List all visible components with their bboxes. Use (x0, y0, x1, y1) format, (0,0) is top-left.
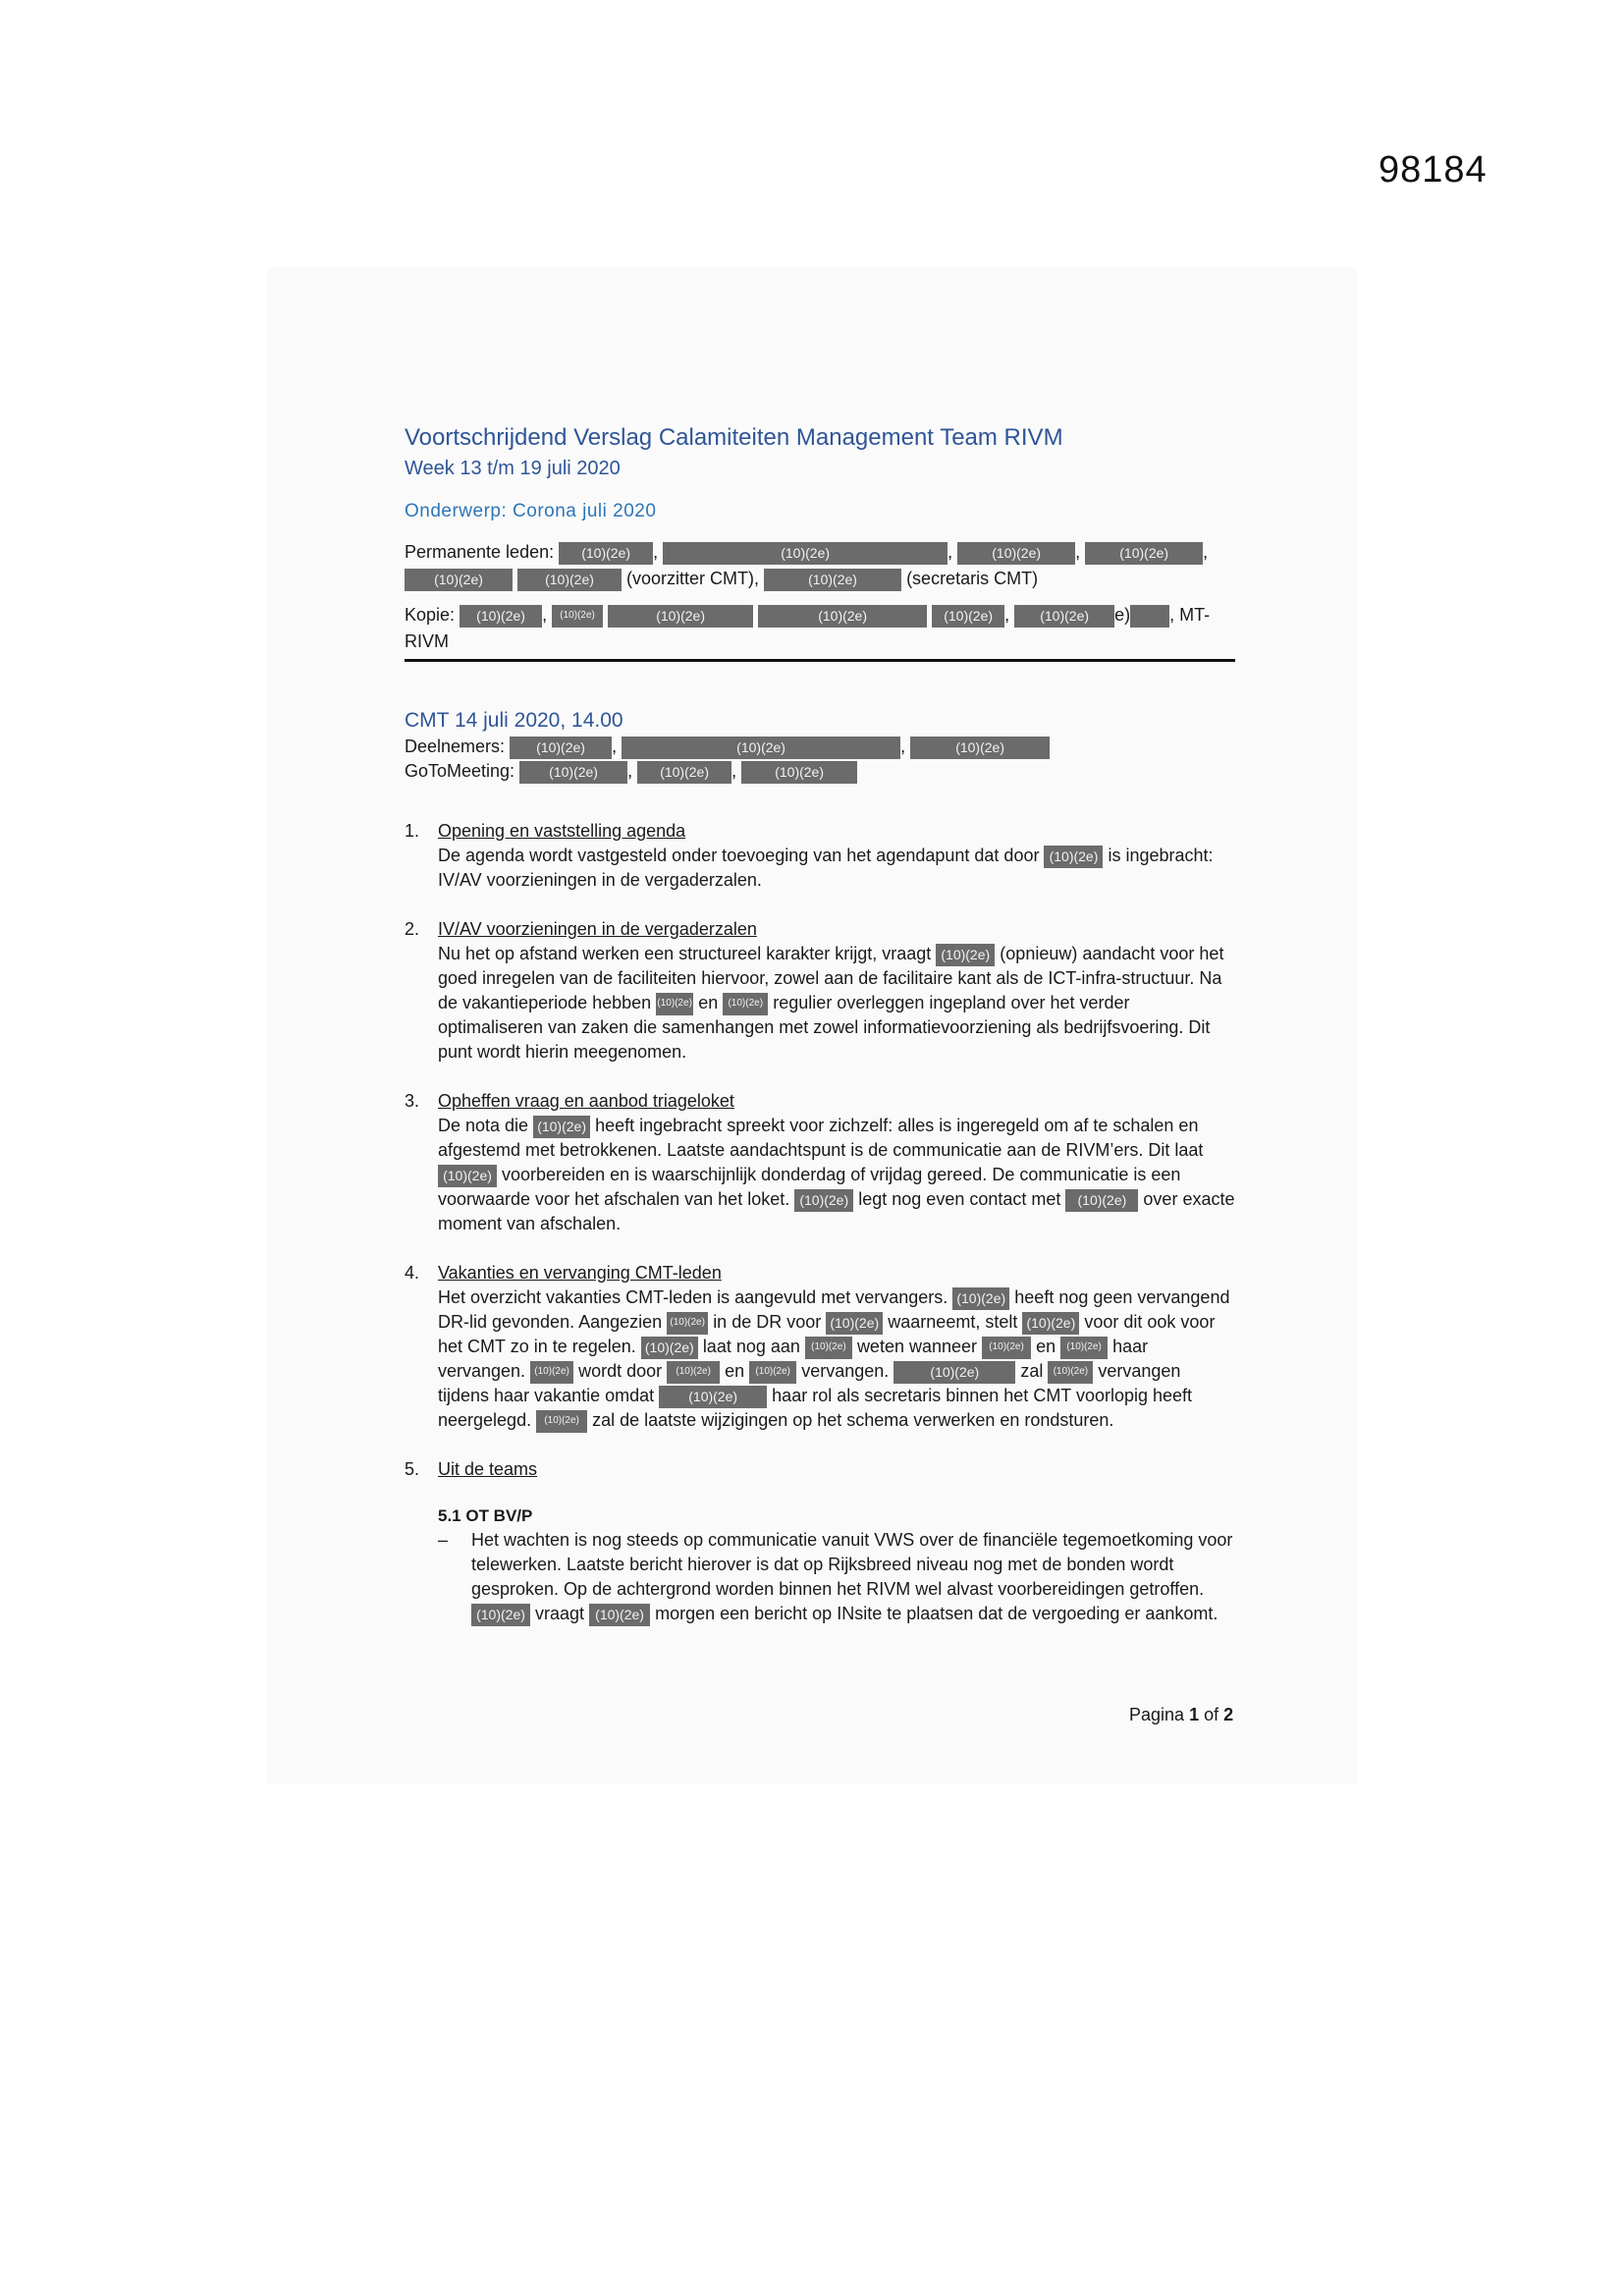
redaction: (10)(2e) (589, 1604, 650, 1626)
redaction: (10)(2e) (1044, 846, 1103, 868)
redaction: (10)(2e) (405, 569, 513, 591)
redaction: (10)(2e) (667, 1312, 708, 1335)
participants-line: Deelnemers: (10)(2e) , (10)(2e) , (10)(2e) (405, 735, 1235, 759)
redaction: (10)(2e) (559, 542, 653, 565)
item-heading: Vakanties en vervanging CMT-leden (438, 1263, 722, 1283)
header-divider (405, 659, 1235, 662)
permanent-members: Permanente leden: (10)(2e) , (10)(2e) , (10)(2e) , (10)(2e) , (10)(2e) (10)(2e) (voorzitter CMT), (10)(2e) (secretaris CMT) (405, 539, 1235, 592)
item-text: regulier overleggen ingepland over het verder optimaliseren van zaken die samenhangen met zowel informatievoorziening als bedrijfsvoering. Dit punt wordt hierin meegenomen. (438, 993, 1211, 1062)
redaction: (10)(2e) (982, 1337, 1031, 1359)
redaction: (10)(2e) (656, 993, 693, 1015)
redaction: (10)(2e) (530, 1361, 573, 1384)
item-text: en (698, 993, 719, 1012)
redaction: (10)(2e) (1048, 1361, 1093, 1384)
copy-label: Kopie: (405, 605, 456, 625)
agenda-item (405, 1089, 1235, 1236)
item-number: 4. (405, 1263, 420, 1283)
redaction: (10)(2e) (1065, 1189, 1138, 1212)
redaction: (10)(2e) (519, 761, 627, 784)
agenda-item (405, 917, 1235, 1065)
redaction: (10)(2e) (758, 605, 927, 628)
item-body (438, 942, 1235, 1065)
redaction: (10)(2e) (552, 605, 603, 628)
item-number: 5. (405, 1459, 420, 1479)
redaction: (10)(2e) (641, 1337, 698, 1359)
bullet-item (438, 1528, 1235, 1626)
item-body (438, 1285, 1235, 1433)
item-text: wordt door (578, 1361, 663, 1381)
copy-recipients: Kopie: (10)(2e) , (10)(2e) (10)(2e) (10)(2e) (10)(2e) , (10)(2e) e) , MT- RIVM (405, 605, 1211, 651)
item-text: De agenda wordt vastgesteld onder toevoeging van het agendapunt dat door (438, 846, 1040, 865)
item-text: zal de laatste wijzigingen op het schema verwerken en rondsturen. (592, 1410, 1114, 1430)
item-body (438, 1114, 1235, 1236)
dash-bullet: – (438, 1530, 449, 1550)
item-heading: Uit de teams (438, 1459, 538, 1479)
item-heading: IV/AV voorzieningen in de vergaderzalen (438, 919, 757, 939)
redaction: (10)(2e) (536, 1410, 587, 1433)
gotomeeting-label: GoToMeeting: (405, 761, 515, 781)
document-topic: Onderwerp: Corona juli 2020 (405, 501, 657, 521)
redaction: (10)(2e) (471, 1604, 530, 1626)
item-text: haar rol als secretaris binnen het CMT voorlopig heeft neergelegd. (438, 1386, 1193, 1430)
redaction: (10)(2e) (910, 737, 1050, 759)
footer-prefix: Pagina (1129, 1705, 1185, 1724)
redaction: (10)(2e) (1085, 542, 1203, 565)
redaction: (10)(2e) (438, 1165, 497, 1187)
redaction: (10)(2e) (637, 761, 731, 784)
footer-total: 2 (1223, 1705, 1234, 1724)
redaction: (10)(2e) (659, 1386, 767, 1408)
gotomeeting-line: GoToMeeting: (10)(2e) , (10)(2e) , (10)(2e) (405, 759, 1235, 784)
item-text: haar vervangen. (438, 1337, 1149, 1381)
secretary-role: (secretaris CMT) (906, 569, 1039, 588)
item-body (438, 844, 1235, 893)
item-heading: Opheffen vraag en aanbod triageloket (438, 1091, 734, 1111)
item-text: en (725, 1361, 745, 1381)
item-text: vervangen tijdens haar vakantie omdat (438, 1361, 1181, 1405)
item-text: Het overzicht vakanties CMT-leden is aangevuld met vervangers. (438, 1287, 948, 1307)
redaction: (10)(2e) (533, 1116, 590, 1138)
item-text: weten wanneer (856, 1337, 978, 1356)
redaction: (10)(2e) (893, 1361, 1015, 1384)
members-label: Permanente leden: (405, 542, 555, 562)
agenda-item (405, 1261, 1235, 1433)
redaction: (10)(2e) (622, 737, 900, 759)
copy-e-fragment: e) (1114, 605, 1131, 625)
footer-of: of (1204, 1705, 1219, 1724)
agenda-items (405, 819, 1235, 1626)
item-text: in de DR voor (713, 1312, 822, 1332)
redaction: (10)(2e) (517, 569, 622, 591)
item-text: heeft nog geen vervangend DR-lid gevonden. Aangezien (438, 1287, 1230, 1332)
redaction: (10)(2e) (805, 1337, 852, 1359)
item-text: en (1036, 1337, 1056, 1356)
redaction: (10)(2e) (667, 1361, 720, 1384)
participants-label: Deelnemers: (405, 737, 506, 756)
chair-role: (voorzitter CMT), (626, 569, 760, 588)
meeting-heading: CMT 14 juli 2020, 14.00 (405, 709, 623, 732)
redaction: (10)(2e) (957, 542, 1075, 565)
redaction: (10)(2e) (936, 944, 995, 966)
item-text: laat nog aan (702, 1337, 800, 1356)
item-text: vervangen. (801, 1361, 890, 1381)
item-text: (opnieuw) aandacht voor het goed inregelen van de faciliteiten hiervoor, zowel aan de facilitaire kant als de ICT-infra-structuur. Na de vakantieperiode hebben (438, 944, 1224, 1012)
redaction: (10)(2e) (460, 605, 542, 628)
item-text: Nu het op afstand werken een structureel karakter krijgt, vraagt (438, 944, 932, 963)
item-number: 2. (405, 919, 420, 939)
item-number: 3. (405, 1091, 420, 1111)
document-subtitle: Week 13 t/m 19 juli 2020 (405, 458, 621, 479)
page-footer (1129, 1705, 1233, 1725)
item-text: morgen een bericht op INsite te plaatsen dat de vergoeding er aankomt. (655, 1604, 1218, 1623)
redaction: (10)(2e) (608, 605, 753, 628)
item-text: over exacte moment van afschalen. (438, 1189, 1235, 1233)
subsection-heading: 5.1 OT BV/P (438, 1506, 533, 1525)
redaction: (10)(2e) (741, 761, 857, 784)
copy-suffix-rivm: RIVM (405, 631, 449, 651)
item-text: Het wachten is nog steeds op communicatie vanuit VWS over de financiële tegemoetkoming voor telewerken. Laatste bericht hierover is dat op Rijksbreed niveau nog met de bonden wordt gesproken. Op de achtergrond worden binnen het RIVM wel alvast voorbereidingen getroffen. (471, 1530, 1233, 1599)
item-text: zal (1020, 1361, 1044, 1381)
item-text: heeft ingebracht spreekt voor zichzelf: alles is ingeregeld om af te schalen en afgestemd met betrokkenen. Laatste aandachtspunt is de communicatie aan de RIVM’ers. Dit laat (438, 1116, 1204, 1160)
redaction: (10)(2e) (794, 1189, 853, 1212)
agenda-item (405, 1457, 1235, 1626)
redaction: (10)(2e) (1014, 605, 1114, 628)
redaction: (10)(2e) (749, 1361, 796, 1384)
redaction: (10)(2e) (932, 605, 1004, 628)
item-text: De nota die (438, 1116, 529, 1135)
item-text: legt nog even contact met (858, 1189, 1061, 1209)
document-title: Voortschrijdend Verslag Calamiteiten Management Team RIVM (405, 424, 1063, 451)
redaction: (10)(2e) (1022, 1312, 1079, 1335)
redaction: (10)(2e) (952, 1287, 1009, 1310)
item-text: voorbereiden en is waarschijnlijk donderdag of vrijdag gereed. De communicatie is een voorwaarde voor het afschalen van het loket. (438, 1165, 1181, 1209)
item-text: vraagt (535, 1604, 585, 1623)
copy-suffix: , MT- (1169, 605, 1211, 625)
item-text: is ingebracht: IV/AV voorzieningen in de vergaderzalen. (438, 846, 1214, 890)
redaction: (10)(2e) (826, 1312, 883, 1335)
document-content (405, 422, 1235, 1651)
agenda-item (405, 819, 1235, 893)
item-text: waarneemt, stelt (888, 1312, 1018, 1332)
redaction: (10)(2e) (510, 737, 612, 759)
redaction: (10)(2e) (1060, 1337, 1108, 1359)
redaction (1130, 605, 1169, 628)
item-number: 1. (405, 821, 420, 841)
redaction: (10)(2e) (764, 569, 901, 591)
footer-page: 1 (1189, 1705, 1200, 1724)
redaction: (10)(2e) (663, 542, 947, 565)
document-number: 98184 (1379, 149, 1488, 191)
item-heading: Opening en vaststelling agenda (438, 821, 686, 841)
redaction: (10)(2e) (723, 993, 768, 1015)
item-text: voor dit ook voor het CMT zo in te regelen. (438, 1312, 1216, 1356)
